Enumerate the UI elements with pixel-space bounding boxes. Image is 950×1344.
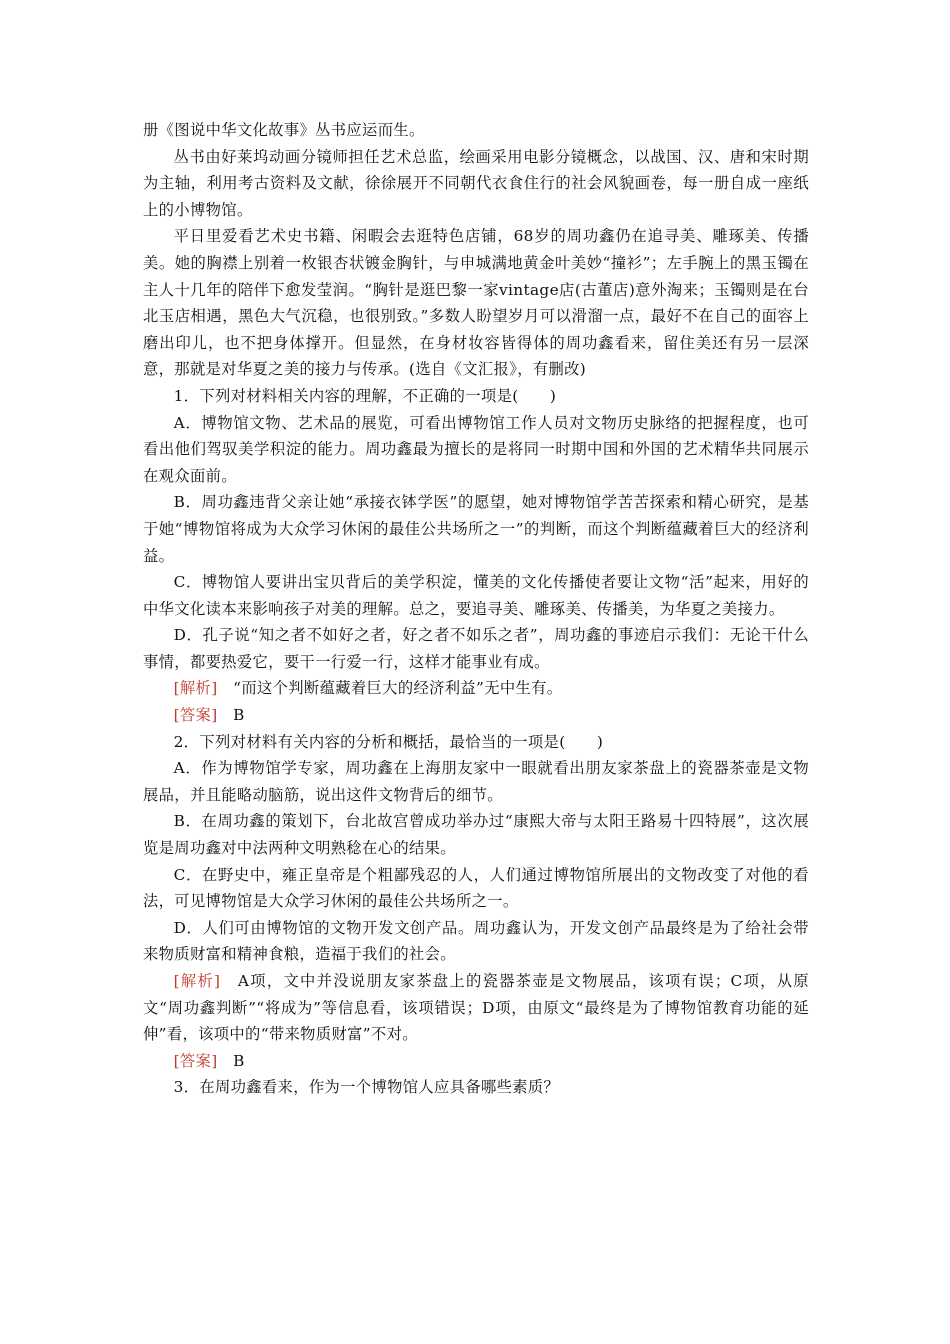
question-2-analysis <box>143 968 809 1048</box>
answer-tag: [答案] <box>173 1051 218 1070</box>
question-1-option-a: A．博物馆文物、艺术品的展览，可看出博物馆工作人员对文物历史脉络的把握程度，也可看出他们驾驭美学积淀的能力。周功鑫最为擅长的是将同一时期中国和外国的艺术精华共同展示在观众面前。 <box>143 413 809 485</box>
paragraph: 平日里爱看艺术史书籍、闲暇会去逛特色店铺，68岁的周功鑫仍在追寻美、雕琢美、传播美。她的胸襟上别着一枚银杏状镀金胸针，与申城满地黄金叶美妙“撞衫”；左手腕上的黑玉镯在主人十几年的陪伴下愈发莹润。“胸针是逛巴黎一家vintage店(古董店)意外淘来；玉镯则是在台北玉店相遇，黑色大气沉稳，也很别致。”多数人盼望岁月可以滑溜一点，最好不在自己的面容上磨出印儿，也不把身体撑开。但显然，在身材妆容皆得体的周功鑫看来，留住美还有另一层深意，那就是对华夏之美的接力与传承。(选自《文汇报》，有删改) <box>143 227 809 379</box>
question-1-answer <box>143 702 809 729</box>
question-2-option-c: C．在野史中，雍正皇帝是个粗鄙残忍的人，人们通过博物馆所展出的文物改变了对他的看法，可见博物馆是大众学习休闲的最佳公共场所之一。 <box>143 865 809 911</box>
question-2-option-a: A．作为博物馆学专家，周功鑫在上海朋友家中一眼就看出朋友家茶盘上的瓷器茶壶是文物展品，并且能略动脑筋，说出这件文物背后的细节。 <box>143 759 809 804</box>
analysis-tag: [解析] <box>173 972 221 990</box>
answer-text: B <box>217 706 245 725</box>
question-2-option-d: D．人们可由博物馆的文物开发文创产品。周功鑫认为，开发文创产品最终是为了给社会带来物质财富和精神食粮，造福于我们的社会。 <box>143 918 809 964</box>
answer-tag: [答案] <box>173 706 218 725</box>
question-3-stem: 3．在周功鑫看来，作为一个博物馆人应具备哪些素质？ <box>173 1078 560 1097</box>
question-2-stem: 2．下列对材料有关内容的分析和概括，最恰当的一项是( ) <box>173 732 604 751</box>
analysis-tag: [解析] <box>173 679 218 698</box>
question-1-analysis <box>143 675 809 702</box>
analysis-text: A项，文中并没说朋友家茶盘上的瓷器茶壶是文物展品，该项有误；C项，从原文“周功鑫判断”“将成为”等信息看，该项错误；D项，由原文“最终是为了博物馆教育功能的延伸”看，该项中的“带来物质财富”不对。 <box>143 972 809 1044</box>
analysis-text: “而这个判断蕴藏着巨大的经济利益”无中生有。 <box>217 679 563 698</box>
question-2-answer <box>143 1048 809 1075</box>
answer-text: B <box>217 1051 245 1070</box>
document-body <box>143 117 809 1101</box>
question-1-option-c: C．博物馆人要讲出宝贝背后的美学积淀，懂美的文化传播使者要让文物“活”起来，用好的中华文化读本来影响孩子对美的理解。总之，要追寻美、雕琢美、传播美，为华夏之美接力。 <box>143 573 809 618</box>
question-1-option-b: B．周功鑫违背父亲让她“承接衣钵学医”的愿望，她对博物馆学苦苦探索和精心研究，是基于她“博物馆将成为大众学习休闲的最佳公共场所之一”的判断，而这个判断蕴藏着巨大的经济利益。 <box>143 493 809 565</box>
question-2-option-b: B．在周功鑫的策划下，台北故宫曾成功举办过“康熙大帝与太阳王路易十四特展”，这次展览是周功鑫对中法两种文明熟稔在心的结果。 <box>143 812 809 858</box>
question-1-option-d: D．孔子说“知之者不如好之者，好之者不如乐之者”，周功鑫的事迹启示我们：无论干什么事情，都要热爱它，要干一行爱一行，这样才能事业有成。 <box>143 626 809 671</box>
question-1-stem: 1．下列对材料相关内容的理解，不正确的一项是( ) <box>173 386 557 405</box>
paragraph: 丛书由好莱坞动画分镜师担任艺术总监，绘画采用电影分镜概念，以战国、汉、唐和宋时期为主轴，利用考古资料及文献，徐徐展开不同朝代衣食住行的社会风貌画卷，每一册自成一座纸上的小博物馆。 <box>143 147 809 219</box>
paragraph: 册《图说中华文化故事》丛书应运而生。 <box>143 121 425 139</box>
